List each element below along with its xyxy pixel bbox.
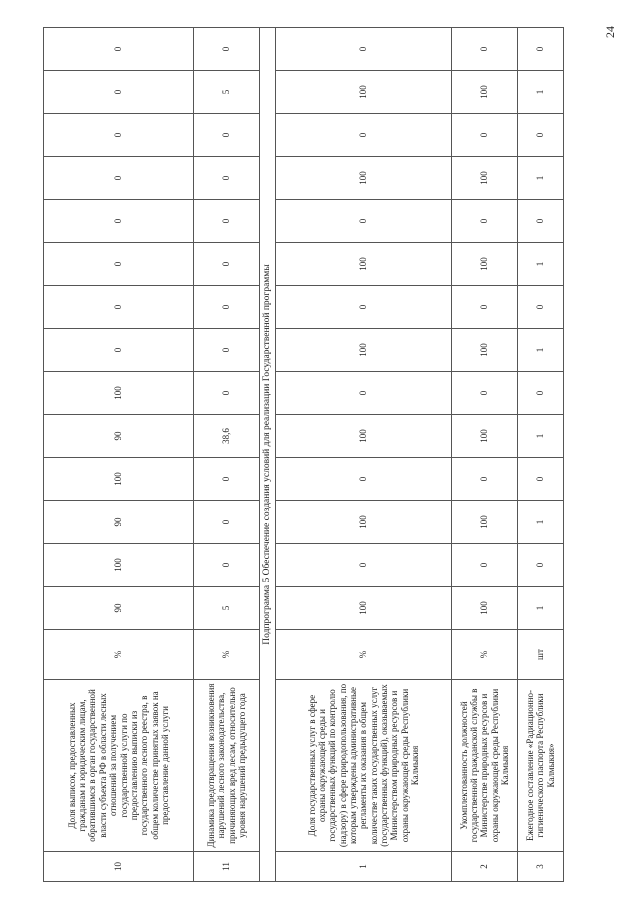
value-cell: 0 xyxy=(518,286,564,329)
indicator-name: Ежегодное составление «Радиационно-гигиенического паспорта Республики Калмыкия» xyxy=(518,680,564,852)
indicator-name: Доля выписок, предоставленных гражданам и юридическим лицам, обратившимся в орган государственной власти субъекта РФ в области лесных отношений за получением государственной услуги по предоставлению выписки из государственного лесного реестра, в общем количестве принятых заявок на предоставление данной услуги xyxy=(44,680,194,852)
value-cell: 0 xyxy=(452,286,518,329)
value-cell: 1 xyxy=(518,71,564,114)
value-cell: 0 xyxy=(276,458,452,501)
value-cell: 1 xyxy=(518,501,564,544)
row-number: 10 xyxy=(44,852,194,882)
value-cell: 0 xyxy=(44,114,194,157)
value-cell: 100 xyxy=(276,501,452,544)
value-cell: 0 xyxy=(194,114,260,157)
value-cell: 100 xyxy=(44,458,194,501)
value-cell: 100 xyxy=(452,415,518,458)
value-cell: 100 xyxy=(44,372,194,415)
value-cell: 1 xyxy=(518,329,564,372)
value-cell: 90 xyxy=(44,415,194,458)
value-cell: 0 xyxy=(194,544,260,587)
unit-cell: % xyxy=(194,630,260,680)
indicators-table xyxy=(43,27,564,882)
value-cell: 100 xyxy=(276,157,452,200)
value-cell: 0 xyxy=(276,114,452,157)
value-cell: 0 xyxy=(452,372,518,415)
value-cell: 38,6 xyxy=(194,415,260,458)
value-cell: 0 xyxy=(452,200,518,243)
value-cell: 90 xyxy=(44,587,194,630)
value-cell: 0 xyxy=(44,28,194,71)
table-row xyxy=(276,28,452,882)
table-row xyxy=(194,28,260,882)
value-cell: 0 xyxy=(452,458,518,501)
value-cell: 0 xyxy=(276,544,452,587)
row-number: 1 xyxy=(276,852,452,882)
row-number: 2 xyxy=(452,852,518,882)
unit-cell: % xyxy=(276,630,452,680)
value-cell: 0 xyxy=(194,157,260,200)
value-cell: 100 xyxy=(452,501,518,544)
value-cell: 1 xyxy=(518,415,564,458)
value-cell: 0 xyxy=(194,372,260,415)
value-cell: 0 xyxy=(194,329,260,372)
value-cell: 0 xyxy=(518,28,564,71)
value-cell: 0 xyxy=(194,28,260,71)
value-cell: 100 xyxy=(276,71,452,114)
value-cell: 90 xyxy=(44,501,194,544)
value-cell: 0 xyxy=(194,501,260,544)
value-cell: 0 xyxy=(452,114,518,157)
table-row xyxy=(452,28,518,882)
value-cell: 0 xyxy=(44,243,194,286)
value-cell: 0 xyxy=(518,458,564,501)
value-cell: 0 xyxy=(194,458,260,501)
value-cell: 0 xyxy=(44,200,194,243)
table-row xyxy=(518,28,564,882)
value-cell: 0 xyxy=(276,28,452,71)
table-row xyxy=(44,28,194,882)
indicator-name: Динамика предотвращения возникновения нарушений лесного законодательства, причиняющих вред лесам, относительно уровня нарушений предыдущего года xyxy=(194,680,260,852)
value-cell: 1 xyxy=(518,157,564,200)
value-cell: 100 xyxy=(276,243,452,286)
value-cell: 0 xyxy=(44,286,194,329)
unit-cell: шт xyxy=(518,630,564,680)
value-cell: 0 xyxy=(194,286,260,329)
value-cell: 1 xyxy=(518,243,564,286)
value-cell: 0 xyxy=(194,243,260,286)
value-cell: 0 xyxy=(276,200,452,243)
unit-cell: % xyxy=(452,630,518,680)
subprogram-title: Подпрограмма 5 Обеспечение создания условий для реализации Государственной программы xyxy=(260,28,276,882)
row-number: 3 xyxy=(518,852,564,882)
value-cell: 100 xyxy=(452,329,518,372)
value-cell: 100 xyxy=(452,587,518,630)
subprogram-header-row xyxy=(260,28,276,882)
value-cell: 0 xyxy=(276,372,452,415)
indicators-table-body xyxy=(44,28,564,882)
value-cell: 0 xyxy=(452,28,518,71)
value-cell: 100 xyxy=(452,71,518,114)
rotated-table-container xyxy=(43,28,563,882)
value-cell: 0 xyxy=(452,544,518,587)
value-cell: 5 xyxy=(194,71,260,114)
value-cell: 0 xyxy=(44,329,194,372)
value-cell: 100 xyxy=(452,243,518,286)
value-cell: 100 xyxy=(44,544,194,587)
row-number: 11 xyxy=(194,852,260,882)
indicator-name: Доля государственных услуг в сфере охраны окружающей среды и государственных функций по контролю (надзору) в сфере природопользования, по которым утверждены административные регламенты их оказания в общем количестве таких государственных услуг (государственных функций), оказываемых Министерством природных ресурсов и охраны окружающей среды Республики Калмыкия xyxy=(276,680,452,852)
page-number: 24 xyxy=(603,26,617,38)
value-cell: 0 xyxy=(194,200,260,243)
value-cell: 5 xyxy=(194,587,260,630)
value-cell: 0 xyxy=(518,544,564,587)
value-cell: 100 xyxy=(276,329,452,372)
value-cell: 0 xyxy=(44,157,194,200)
value-cell: 0 xyxy=(518,200,564,243)
value-cell: 1 xyxy=(518,587,564,630)
value-cell: 100 xyxy=(276,415,452,458)
value-cell: 0 xyxy=(518,114,564,157)
value-cell: 0 xyxy=(44,71,194,114)
value-cell: 100 xyxy=(276,587,452,630)
value-cell: 0 xyxy=(276,286,452,329)
value-cell: 100 xyxy=(452,157,518,200)
value-cell: 0 xyxy=(518,372,564,415)
unit-cell: % xyxy=(44,630,194,680)
indicator-name: Укомплектованность должностей государственной гражданской службы в Министерстве природных ресурсов и охраны окружающей среды Республики Калмыкия xyxy=(452,680,518,852)
